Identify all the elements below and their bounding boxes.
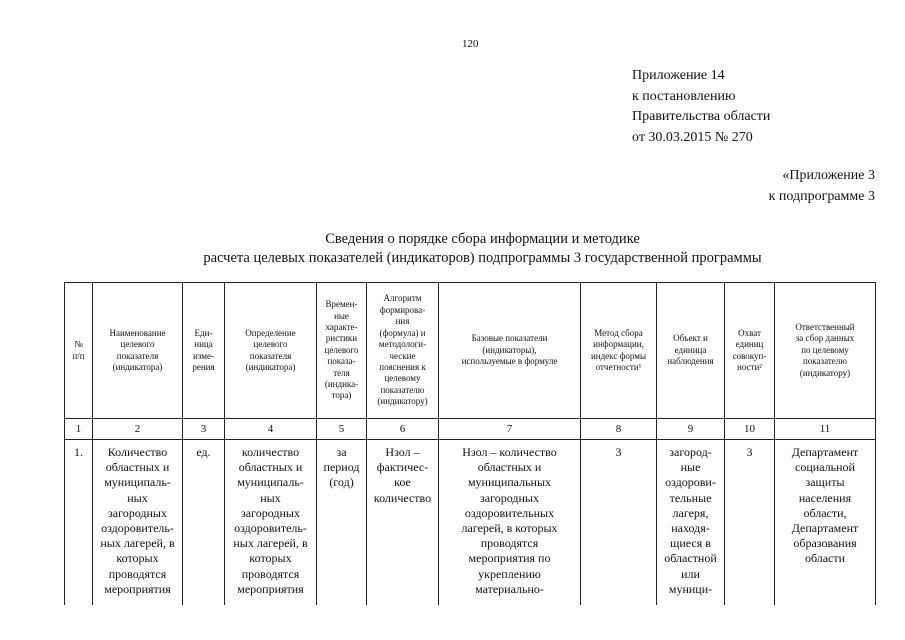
- text-line: оздоровитель-: [234, 521, 307, 536]
- text-line: показателя: [116, 350, 159, 361]
- text-line: методологи-: [378, 339, 427, 350]
- text-line: оздоровитель-: [101, 521, 174, 536]
- text-line: ных лагерей, в: [233, 536, 308, 551]
- text-line: (индикатора): [245, 361, 296, 372]
- text-line: (индика-: [324, 379, 359, 390]
- text-line: за сбор данных: [795, 333, 855, 344]
- column-number: 5: [317, 419, 367, 440]
- header-cell: [183, 283, 225, 419]
- text-line: тельные: [669, 490, 712, 505]
- text-line: щиеся в: [670, 536, 711, 551]
- appendix-line: Правительства области: [632, 109, 771, 124]
- text-line: или: [681, 566, 700, 581]
- text-line: мероприятия: [104, 581, 171, 596]
- text-line: ных: [127, 490, 148, 505]
- column-number: 9: [657, 419, 725, 440]
- coverage: 3: [725, 440, 775, 606]
- text-line: (формула) и: [379, 327, 426, 338]
- text-line: загородных: [241, 505, 300, 520]
- text-line: кое: [394, 475, 411, 490]
- text-line: количество: [373, 490, 432, 505]
- column-number: 2: [93, 419, 183, 440]
- text-line: ности²: [737, 361, 762, 372]
- text-line: ница: [194, 339, 213, 350]
- text-line: период: [323, 460, 360, 475]
- text-line: количество: [241, 445, 300, 459]
- text-line: целевого: [120, 339, 155, 350]
- collection-method: 3: [581, 440, 657, 606]
- column-number: 3: [183, 419, 225, 440]
- text-line: показателя: [249, 350, 292, 361]
- header-cell: [317, 283, 367, 419]
- document-title: [60, 230, 905, 268]
- text-line: №: [74, 339, 83, 350]
- text-line: Алгоритм: [383, 293, 422, 304]
- text-line: муниципальных: [467, 475, 552, 490]
- text-line: используемые в формуле: [461, 356, 558, 367]
- text-line: ные: [334, 310, 349, 321]
- text-line: ческие: [389, 350, 416, 361]
- text-line: наблюдения: [667, 356, 714, 367]
- appendix-block: [632, 66, 770, 148]
- text-line: которых: [116, 551, 159, 566]
- text-line: Времен-: [325, 299, 358, 310]
- text-line: Определение: [245, 327, 296, 338]
- text-line: областной: [664, 551, 717, 566]
- text-line: ристики: [325, 333, 358, 344]
- text-line: муниципаль-: [104, 475, 171, 490]
- text-line: Наименование: [109, 327, 166, 338]
- text-line: загород-: [669, 445, 712, 459]
- text-line: ные: [680, 460, 701, 475]
- text-line: оздорови-: [665, 475, 716, 490]
- table-row: [65, 440, 876, 606]
- text-line: единиц: [735, 339, 764, 350]
- text-line: (индикаторы),: [482, 344, 537, 355]
- text-line: показателю: [802, 356, 847, 367]
- text-line: (индикатора): [112, 361, 163, 372]
- indicator-definition: [225, 440, 317, 606]
- text-line: проводятся: [108, 566, 167, 581]
- header-cell: [775, 283, 876, 419]
- text-line: Нзол – количество: [462, 445, 557, 459]
- text-line: областных и: [477, 460, 542, 475]
- header-row: [65, 283, 876, 419]
- text-line: ных лагерей, в: [100, 536, 175, 551]
- text-line: областных и: [105, 460, 170, 475]
- algorithm: [367, 440, 439, 606]
- text-line: образования: [793, 536, 857, 551]
- indicator-name: [93, 440, 183, 606]
- appendix-line: к постановлению: [632, 88, 736, 104]
- text-line: характе-: [325, 321, 358, 332]
- text-line: совокуп-: [732, 350, 767, 361]
- text-line: мероприятия: [237, 581, 304, 596]
- text-line: Департамент: [791, 521, 859, 536]
- appendix-line: от 30.03.2015 № 270: [632, 129, 753, 145]
- text-line: населения: [798, 490, 852, 505]
- text-line: теля: [333, 367, 350, 378]
- text-line: единица: [674, 344, 707, 355]
- header-cell: [725, 283, 775, 419]
- unit: ед.: [183, 440, 225, 606]
- text-line: целевого: [253, 339, 288, 350]
- text-line: информации,: [593, 339, 644, 350]
- text-line: (индикатору): [799, 367, 851, 378]
- appendix-line: «Приложение 3: [782, 168, 875, 183]
- text-line: рения: [192, 361, 215, 372]
- text-line: изме-: [193, 350, 214, 361]
- text-line: проводятся: [480, 536, 539, 551]
- header-cell: [65, 283, 93, 419]
- text-line: (индикатору): [377, 396, 428, 407]
- text-line: муниципаль-: [237, 475, 304, 490]
- text-line: Ответственный: [795, 321, 855, 332]
- text-line: мероприятия по: [468, 551, 551, 566]
- text-line: Метод сбора: [594, 327, 643, 338]
- header-cell: [93, 283, 183, 419]
- header-cell: [225, 283, 317, 419]
- text-line: пояснения к: [379, 361, 426, 372]
- time-characteristics: [317, 440, 367, 606]
- header-cell: [657, 283, 725, 419]
- text-line: п/п: [72, 350, 85, 361]
- text-line: фактичес-: [376, 460, 429, 475]
- header-cell: [581, 283, 657, 419]
- text-line: формирова-: [379, 304, 426, 315]
- text-line: области,: [803, 505, 847, 520]
- text-line: показа-: [327, 356, 356, 367]
- text-line: Количество: [107, 445, 168, 459]
- text-line: материально-: [475, 581, 544, 596]
- text-line: Департамент: [791, 445, 859, 459]
- text-line: социальной: [795, 460, 855, 475]
- text-line: загородных: [480, 490, 539, 505]
- text-line: Нзол –: [385, 445, 420, 459]
- text-line: защиты: [805, 475, 845, 490]
- appendix-line: к подпрограмме 3: [768, 188, 875, 204]
- title-line: Сведения о порядке сбора информации и методике: [325, 231, 640, 247]
- column-number: 7: [439, 419, 581, 440]
- indicators-table: [64, 282, 876, 605]
- page-number: 120: [462, 38, 479, 50]
- header-cell: [367, 283, 439, 419]
- column-number: 10: [725, 419, 775, 440]
- appendix-line: Приложение 14: [632, 68, 725, 83]
- text-line: укреплению: [478, 566, 541, 581]
- text-line: ния: [395, 316, 410, 327]
- column-number: 1: [65, 419, 93, 440]
- column-number: 8: [581, 419, 657, 440]
- column-number-row: [65, 419, 876, 440]
- column-number: 6: [367, 419, 439, 440]
- text-line: показателю: [380, 384, 425, 395]
- text-line: оздоровительных: [464, 505, 555, 520]
- text-line: Охват: [738, 327, 761, 338]
- text-line: проводятся: [241, 566, 300, 581]
- text-line: индекс формы: [590, 350, 647, 361]
- text-line: муници-: [668, 581, 713, 596]
- text-line: (год): [329, 475, 354, 490]
- base-indicators: [439, 440, 581, 606]
- text-line: областных и: [238, 460, 303, 475]
- text-line: целевому: [384, 373, 421, 384]
- title-line: расчета целевых показателей (индикаторов) подпрограммы 3 государственной программы: [203, 250, 762, 266]
- text-line: тора): [331, 390, 352, 401]
- text-line: Объект и: [673, 333, 708, 344]
- text-line: Базовые показатели: [471, 333, 548, 344]
- text-line: находя-: [671, 521, 710, 536]
- text-line: за: [336, 445, 347, 459]
- text-line: области: [804, 551, 846, 566]
- text-line: целевого: [324, 344, 359, 355]
- text-line: лагерей, в которых: [461, 521, 558, 536]
- text-line: Еди-: [194, 327, 213, 338]
- responsible: [775, 440, 876, 606]
- text-line: загородных: [108, 505, 167, 520]
- observation-object: [657, 440, 725, 606]
- row-number: 1.: [65, 440, 93, 606]
- column-number: 4: [225, 419, 317, 440]
- text-line: по целевому: [801, 344, 849, 355]
- column-number: 11: [775, 419, 876, 440]
- text-line: лагеря,: [672, 505, 709, 520]
- text-line: отчетности¹: [595, 361, 642, 372]
- text-line: которых: [249, 551, 292, 566]
- appendix-subprogram-block: [769, 166, 875, 207]
- header-cell: [439, 283, 581, 419]
- text-line: ных: [260, 490, 281, 505]
